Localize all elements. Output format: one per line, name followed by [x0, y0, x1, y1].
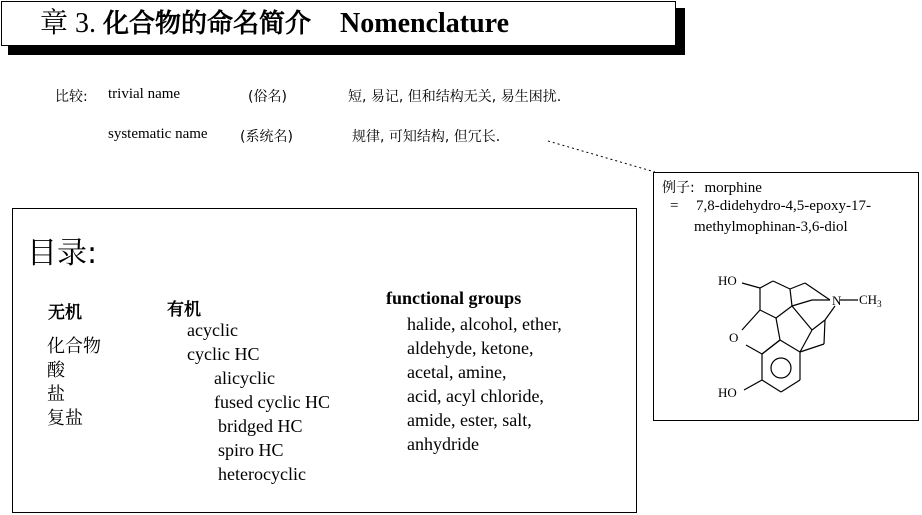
inorganic-item: 酸	[47, 360, 65, 381]
inorganic-item: 复盐	[47, 408, 83, 429]
functional-heading: functional groups	[386, 288, 522, 308]
organic-item: bridged HC	[218, 416, 303, 436]
systematic-note: 规律, 可知结构, 但冗长.	[352, 129, 501, 145]
organic-item: spiro HC	[218, 440, 284, 460]
organic-item: fused cyclic HC	[214, 392, 330, 412]
organic-item: acyclic	[187, 320, 238, 340]
functional-item: aldehyde, ketone,	[407, 338, 534, 358]
ho-bottom-label: HO	[718, 385, 737, 400]
inorganic-heading: 无机	[48, 303, 82, 323]
trivial-term: trivial name	[108, 86, 181, 102]
organic-item: cyclic HC	[187, 344, 260, 364]
systematic-zh: (系统名)	[240, 129, 293, 145]
inorganic-item: 盐	[47, 384, 65, 405]
title-chinese: 化合物的命名简介	[103, 9, 312, 39]
trivial-zh: (俗名)	[248, 89, 287, 105]
functional-item: acetal, amine,	[407, 362, 507, 382]
trivial-note: 短, 易记, 但和结构无关, 易生困扰.	[348, 89, 562, 105]
example-equals: =	[670, 198, 679, 214]
example-systematic-line1: 7,8-didehydro-4,5-epoxy-17-	[696, 198, 871, 214]
comparison-label: 比较:	[55, 89, 88, 105]
methyl-label: $CH_3$	[859, 292, 882, 309]
organic-item: heterocyclic	[218, 464, 306, 484]
oxygen-label: O	[729, 330, 739, 345]
functional-item: acid, acyl chloride,	[407, 386, 544, 406]
functional-item: anhydride	[407, 434, 479, 454]
title-english: Nomenclature	[340, 8, 510, 39]
functional-item: halide, alcohol, ether,	[407, 314, 562, 334]
functional-item: amide, ester, salt,	[407, 410, 532, 430]
example-systematic-line2: methylmophinan-3,6-diol	[694, 219, 848, 235]
organic-heading: 有机	[167, 300, 201, 320]
nitrogen-label: N	[832, 293, 842, 308]
organic-item: alicyclic	[214, 368, 275, 388]
dotted-connector	[548, 141, 655, 172]
inorganic-item: 化合物	[47, 336, 101, 357]
chapter-number: 章 3.	[40, 8, 97, 39]
ho-top-label: HO	[718, 273, 737, 288]
example-header: 例子: morphine	[662, 180, 762, 196]
systematic-term: systematic name	[108, 126, 208, 142]
toc-title: 目录:	[27, 236, 98, 271]
